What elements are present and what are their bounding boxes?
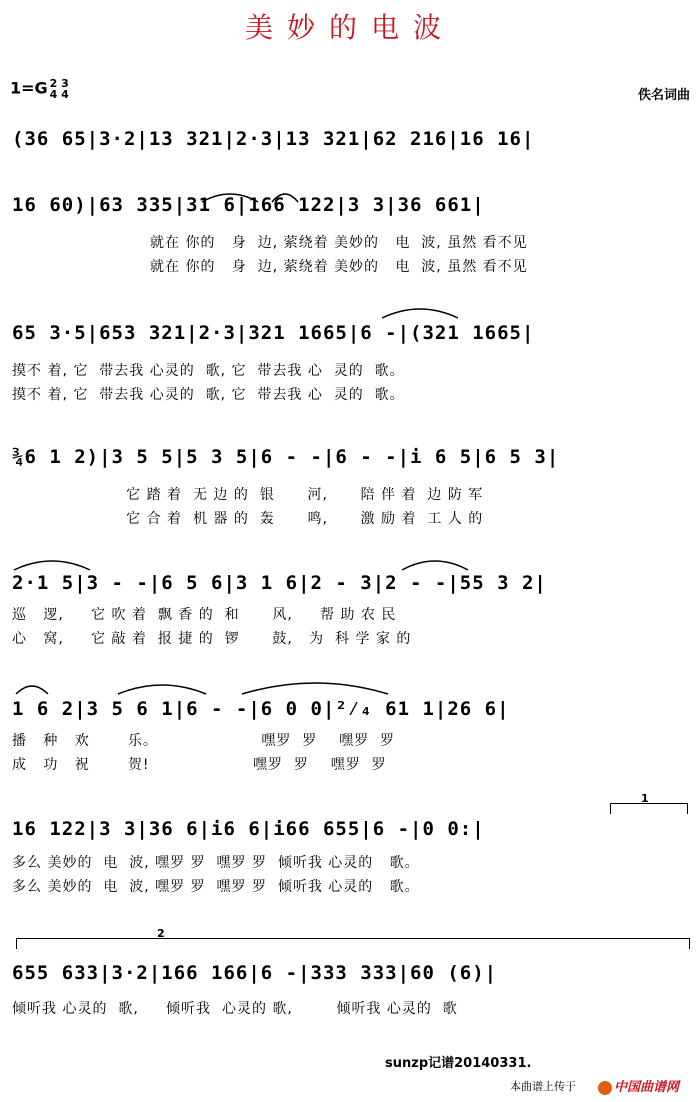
lyric-row-5-verse-2: 心 窝, 它 敲 着 报 捷 的 锣 鼓, 为 科 学 家 的 (12, 631, 412, 647)
lyric-row-2-verse-2: 就在 你的 身 边, 萦绕着 美妙的 电 波, 虽然 看不见 (150, 259, 528, 275)
lyric-row-3-verse-2: 摸不 着, 它 带去我 心灵的 歌, 它 带去我 心 灵的 歌。 (12, 387, 405, 403)
lyric-row-6-verse-1: 播 种 欢 乐。 嘿罗 罗 嘿罗 罗 (12, 733, 396, 749)
second-ending-number: 2 (157, 927, 165, 940)
lyric-row-3-verse-1: 摸不 着, 它 带去我 心灵的 歌, 它 带去我 心 灵的 歌。 (12, 363, 405, 379)
meter-bottom: 4 4 (49, 88, 69, 101)
notation-row-2: 16 60)|63 335|31 6|166 122|3 3|36 661| (12, 194, 485, 216)
transcriber-note: sunzp记谱20140331. (385, 1056, 532, 1071)
song-title: 美妙的电波 (244, 11, 455, 44)
lyric-row-4-verse-1: 它 踏 着 无 边 的 银 河, 陪 伴 着 边 防 军 (88, 487, 484, 503)
lyric-row-7-verse-2: 多么 美妙的 电 波, 嘿罗 罗 嘿罗 罗 倾听我 心灵的 歌。 (12, 879, 420, 895)
lyric-row-2-verse-1: 就在 你的 身 边, 萦绕着 美妙的 电 波, 虽然 看不见 (150, 235, 528, 251)
slur-mark (14, 682, 50, 696)
notation-row-8: 655 633|3·2|166 166|6 -|333 333|60 (6)| (12, 962, 498, 984)
lyric-row-6-verse-2: 成 功 祝 贺! 嘿罗 罗 嘿罗 罗 (12, 757, 387, 773)
meter-top: 2 3 (49, 77, 69, 90)
slur-mark (116, 682, 208, 696)
slur-mark (380, 306, 460, 320)
second-ending-bracket (16, 927, 690, 949)
upload-note: 本曲谱上传于 (510, 1080, 576, 1093)
slur-mark (400, 558, 470, 572)
slur-mark (12, 558, 92, 572)
first-ending-number: 1 (641, 792, 649, 805)
key-label: 1=G (10, 78, 48, 98)
lyric-row-4-verse-2: 它 合 着 机 器 的 轰 鸣, 激 励 着 工 人 的 (88, 511, 484, 527)
key-signature (10, 78, 69, 100)
lyric-row-5-verse-1: 巡 逻, 它 吹 着 飘 香 的 和 风, 帮 助 农 民 (12, 607, 397, 623)
notation-row-6: 1 6 2|3 5 6 1|6 - -|6 0 0|²⁄₄ 61 1|26 6| (12, 698, 510, 720)
lyric-row-8-verse-1: 倾听我 心灵的 歌, 倾听我 心灵的 歌, 倾听我 心灵的 歌 (12, 1001, 458, 1017)
first-ending-bracket (610, 792, 688, 814)
notation-row-3: 65 3·5|653 321|2·3|321 1665|6 -|(321 1665| (12, 322, 535, 344)
tie-mark (240, 680, 390, 696)
credit-text: 佚名词曲 (637, 88, 690, 103)
time-signature (50, 78, 69, 100)
lyric-row-7-verse-1: 多么 美妙的 电 波, 嘿罗 罗 嘿罗 罗 倾听我 心灵的 歌。 (12, 855, 420, 871)
site-logo-icon (598, 1081, 612, 1095)
notation-row-4: ¾6 1 2)|3 5 5|5 3 5|6 - -|6 - -|i 6 5|6 5 3| (12, 446, 560, 468)
site-brand (598, 1076, 679, 1095)
notation-row-7: 16 122|3 3|36 6|i6 6|i66 655|6 -|0 0:| (12, 818, 485, 840)
notation-row-1: (36 65|3·2|13 321|2·3|13 321|62 216|16 16| (12, 128, 535, 150)
site-brand-name: 中国曲谱网 (614, 1080, 680, 1095)
notation-row-5: 2·1 5|3 - -|6 5 6|3 1 6|2 - 3|2 - -|55 3 2| (12, 572, 547, 594)
